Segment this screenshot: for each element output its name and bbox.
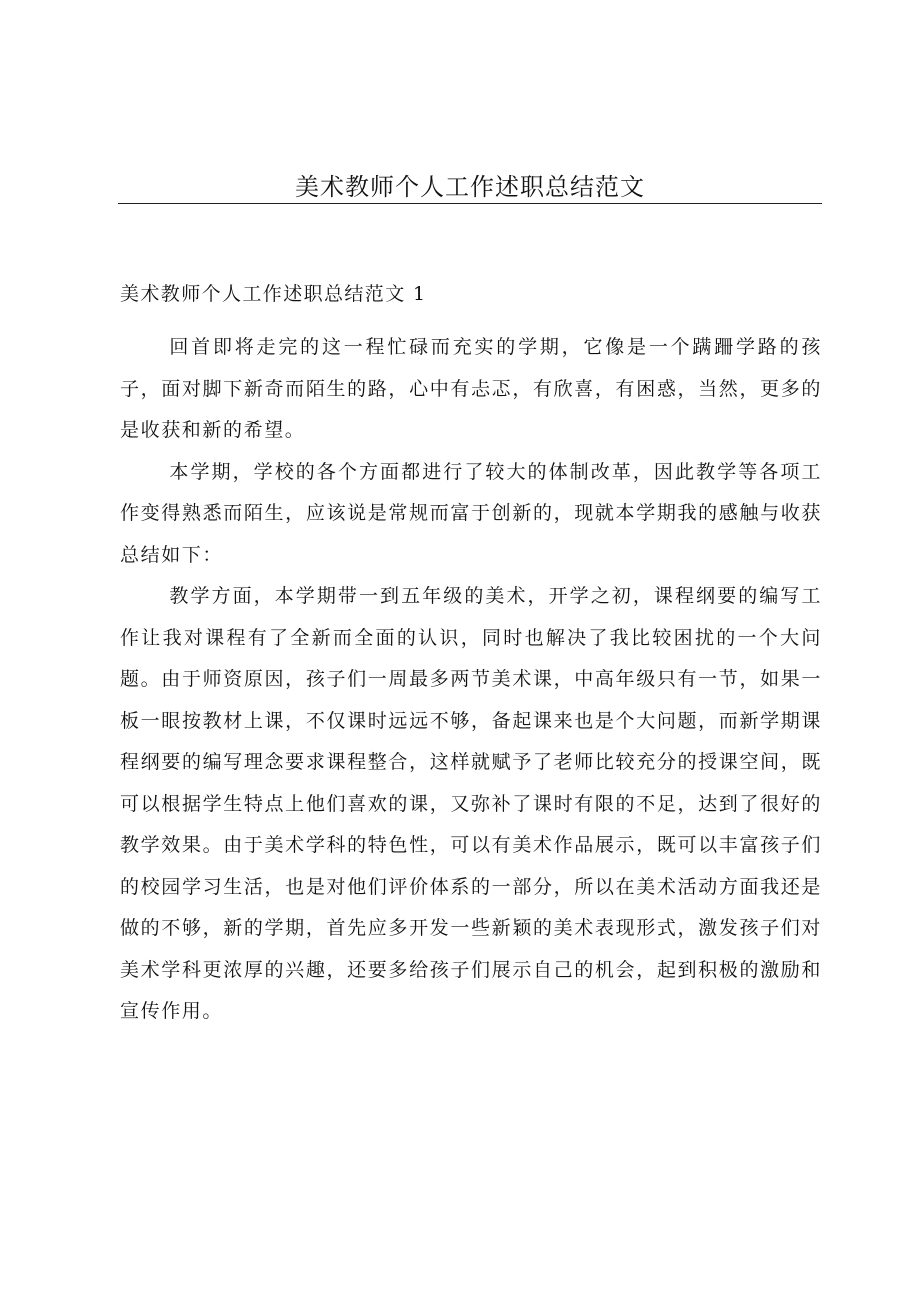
paragraph-2: 本学期，学校的各个方面都进行了较大的体制改革，因此教学等各项工作变得熟悉而陌生，应该说是常规而富于创新的，现就本学期我的感触与收获总结如下： [120,460,822,566]
document-body [120,327,822,1033]
document-title: 美术教师个人工作述职总结范文 [295,173,645,201]
paragraph-1: 回首即将走完的这一程忙碌而充实的学期，它像是一个蹒跚学路的孩子，面对脚下新奇而陌生的路，心中有忐忑，有欣喜，有困惑，当然，更多的是收获和新的希望。 [120,336,822,441]
title-underline [118,203,822,204]
section-heading: 美术教师个人工作述职总结范文 1 [120,283,427,305]
paragraph-3: 教学方面，本学期带一到五年级的美术，开学之初，课程纲要的编写工作让我对课程有了全新而全面的认识，同时也解决了我比较困扰的一个大问题。由于师资原因，孩子们一周最多两节美术课，中高年级只有一节，如果一板一眼按教材上课，不仅课时远远不够，备起课来也是个大问题，而新学期课程纲要的编写理念要求课程整合，这样就赋予了老师比较充分的授课空间，既可以根据学生特点上他们喜欢的课，又弥补了课时有限的不足，达到了很好的教学效果。由于美术学科的特色性，可以有美术作品展示，既可以丰富孩子们的校园学习生活，也是对他们评价体系的一部分，所以在美术活动方面我还是做的不够，新的学期，首先应多开发一些新颖的美术表现形式，激发孩子们对美术学科更浓厚的兴趣，还要多给孩子们展示自己的机会，起到积极的激励和宣传作用。 [120,585,822,1022]
